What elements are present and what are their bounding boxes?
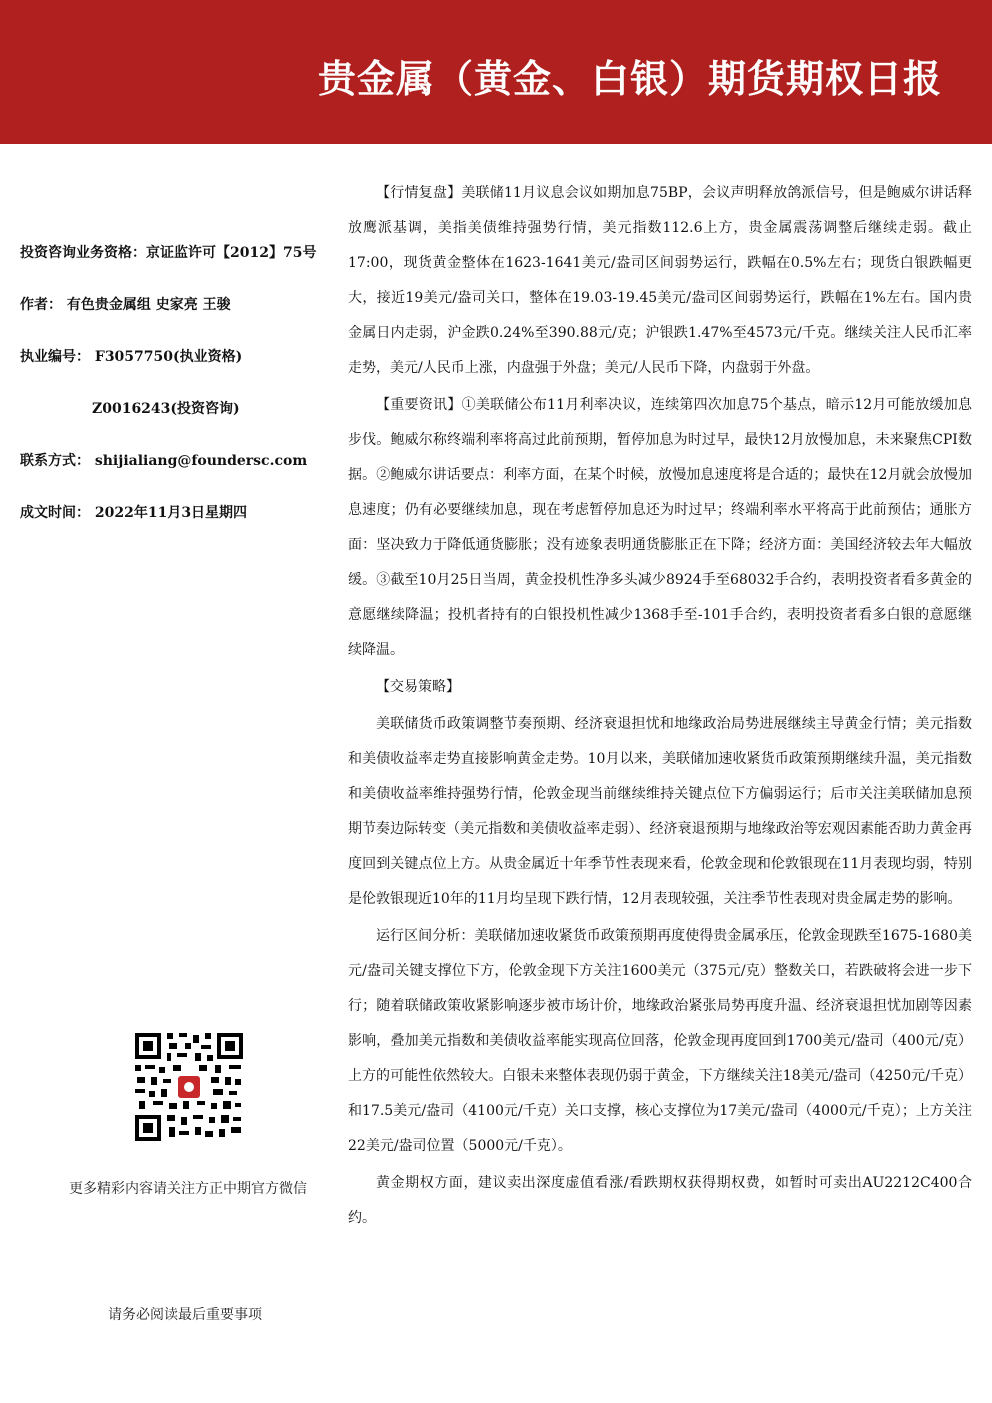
qualification-line: 投资咨询业务资格：京证监许可【2012】75号 bbox=[20, 245, 317, 261]
strategy-paragraph-2: 运行区间分析：美联储加速收紧货币政策预期再度使得贵金属承压，伦敦金现跌至1675-1680美元/盎司关键支撑位下方，伦敦金现下方关注1600美元（375元/克）整数关口，若跌破将会进一步下行；随着联储政策收紧影响逐步被市场计价，地缘政治紧张局势再度升温、经济衰退担忧加剧等因素影响，叠加美元指数和美债收益率能实现高位回落，伦敦金现再度回到1700美元/盎司（400元/克）上方的可能性依然较大。白银未来整体表现仍弱于黄金，下方继续关注18美元/盎司（4250元/千克）和17.5美元/盎司（4100元/千克）关口支撑，核心支撑位为17美元/盎司（4000元/千克）；上方关注22美元/盎司位置（5000元/千克）。 bbox=[348, 928, 972, 1154]
strategy-paragraph-3: 黄金期权方面，建议卖出深度虚值看涨/看跌期权获得期权费，如暂时可卖出AU2212C400合约。 bbox=[348, 1175, 972, 1226]
license-line: 执业编号： F3057750(执业资格) bbox=[20, 349, 243, 365]
market-review-paragraph: 【行情复盘】美联储11月议息会议如期加息75BP，会议声明释放鸽派信号，但是鲍威尔讲话释放鹰派基调，美指美债维持强势行情，美元指数112.6上方，贵金属震荡调整后继续走弱。截止17:00，现货黄金整体在1623-1641美元/盎司区间弱势运行，跌幅在0.5%左右；现货白银跌幅更大，接近19美元/盎司关口，整体在19.03-19.45美元/盎司区间弱势运行，跌幅在1%左右。国内贵金属日内走弱，沪金跌0.24%至390.88元/克；沪银跌1.47%至4573元/千克。继续关注人民币汇率走势，美元/人民币上涨，内盘强于外盘；美元/人民币下降，内盘弱于外盘。 bbox=[348, 185, 972, 376]
qr-caption: 更多精彩内容请关注方正中期官方微信 bbox=[69, 1181, 307, 1197]
read-note: 请务必阅读最后重要事项 bbox=[108, 1307, 262, 1323]
date-line: 成文时间： 2022年11月3日星期四 bbox=[20, 505, 248, 521]
sidebar bbox=[0, 144, 334, 1403]
qr-code-icon bbox=[133, 1031, 245, 1143]
news-paragraph: 【重要资讯】①美联储公布11月利率决议，连续第四次加息75个基点，暗示12月可能放缓加息步伐。鲍威尔称终端利率将高过此前预期，暂停加息为时过早，最快12月放慢加息，未来聚焦CPI数据。②鲍威尔讲话要点：利率方面，在某个时候，放慢加息速度将是合适的；最快在12月就会放慢加息速度；仍有必要继续加息，现在考虑暂停加息还为时过早；终端利率水平将高于此前预估；通胀方面：坚决致力于降低通货膨胀；没有迹象表明通货膨胀正在下降；经济方面：美国经济较去年大幅放缓。③截至10月25日当周，黄金投机性净多头减少8924手至68032手合约，表明投资者看多黄金的意愿继续降温；投机者持有的白银投机性减少1368手至-101手合约，表明投资者看多白银的意愿继续降温。 bbox=[348, 397, 972, 658]
license-line-2: Z0016243(投资咨询) bbox=[92, 401, 240, 417]
report-title: 贵金属（黄金、白银）期货期权日报 bbox=[317, 57, 942, 101]
strategy-heading: 【交易策略】 bbox=[376, 679, 460, 695]
author-line: 作者： 有色贵金属组 史家亮 王骏 bbox=[20, 297, 231, 313]
wechat-qr-code[interactable] bbox=[133, 1031, 245, 1143]
strategy-paragraph-1: 美联储货币政策调整节奏预期、经济衰退担忧和地缘政治局势进展继续主导黄金行情；美元指数和美债收益率走势直接影响黄金走势。10月以来，美联储加速收紧货币政策预期继续升温，美元指数和美债收益率维持强势行情，伦敦金现当前继续维持关键点位下方偏弱运行；后市关注美联储加息预期节奏边际转变（美元指数和美债收益率走弱）、经济衰退预期与地缘政治等宏观因素能否助力黄金再度回到关键点位上方。从贵金属近十年季节性表现来看，伦敦金现和伦敦银现在11月表现均弱，特别是伦敦银现近10年的11月均呈现下跌行情，12月表现较强，关注季节性表现对贵金属走势的影响。 bbox=[348, 716, 972, 907]
report-body bbox=[348, 176, 972, 1238]
header-banner bbox=[0, 0, 992, 144]
contact-line[interactable]: 联系方式： shijialiang@foundersc.com bbox=[20, 453, 308, 469]
